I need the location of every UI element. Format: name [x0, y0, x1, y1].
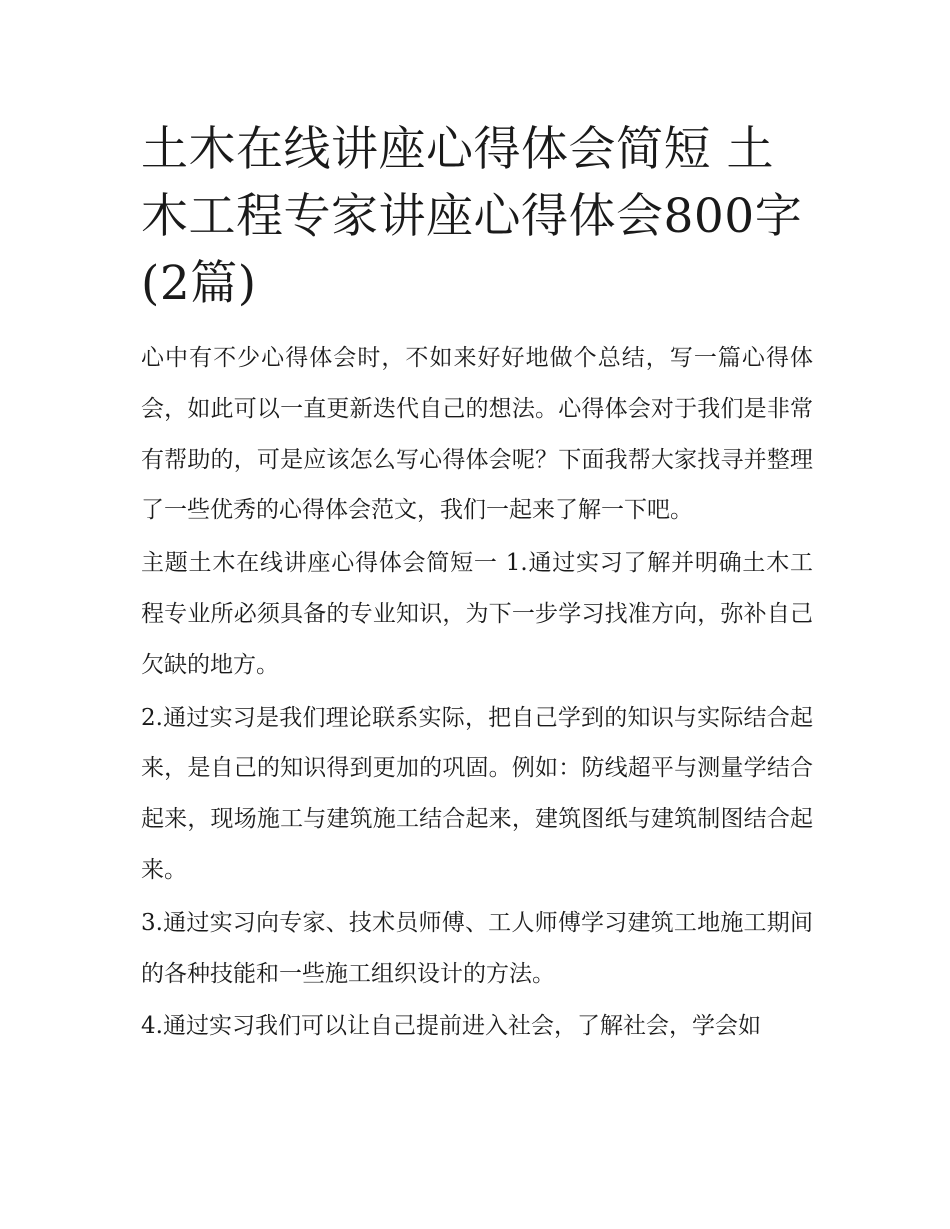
paragraph-item-1: 主题土木在线讲座心得体会简短一 1.通过实习了解并明确土木工程专业所必须具备的专业知识，为下一步学习找准方向，弥补自己欠缺的地方。 [141, 550, 813, 678]
paragraph-item-2: 2.通过实习是我们理论联系实际，把自己学到的知识与实际结合起来，是自己的知识得到更加的巩固。例如：防线超平与测量学结合起来，现场施工与建筑施工结合起来，建筑图纸与建筑制图结合起来。 [141, 704, 813, 883]
intro-paragraph: 心中有不少心得体会时，不如来好好地做个总结，写一篇心得体会，如此可以一直更新迭代自己的想法。心得体会对于我们是非常有帮助的，可是应该怎么写心得体会呢？下面我帮大家找寻并整理了一些优秀的心得体会范文，我们一起来了解一下吧。 [141, 345, 813, 524]
paragraph-item-3: 3.通过实习向专家、技术员师傅、工人师傅学习建筑工地施工期间的各种技能和一些施工组织设计的方法。 [141, 909, 813, 987]
document-title: 土木在线讲座心得体会简短 土木工程专家讲座心得体会800字(2篇) [141, 122, 803, 311]
document-body [141, 116, 813, 1054]
paragraph-item-4: 4.通过实习我们可以让自己提前进入社会，了解社会，学会如 [141, 1013, 761, 1040]
